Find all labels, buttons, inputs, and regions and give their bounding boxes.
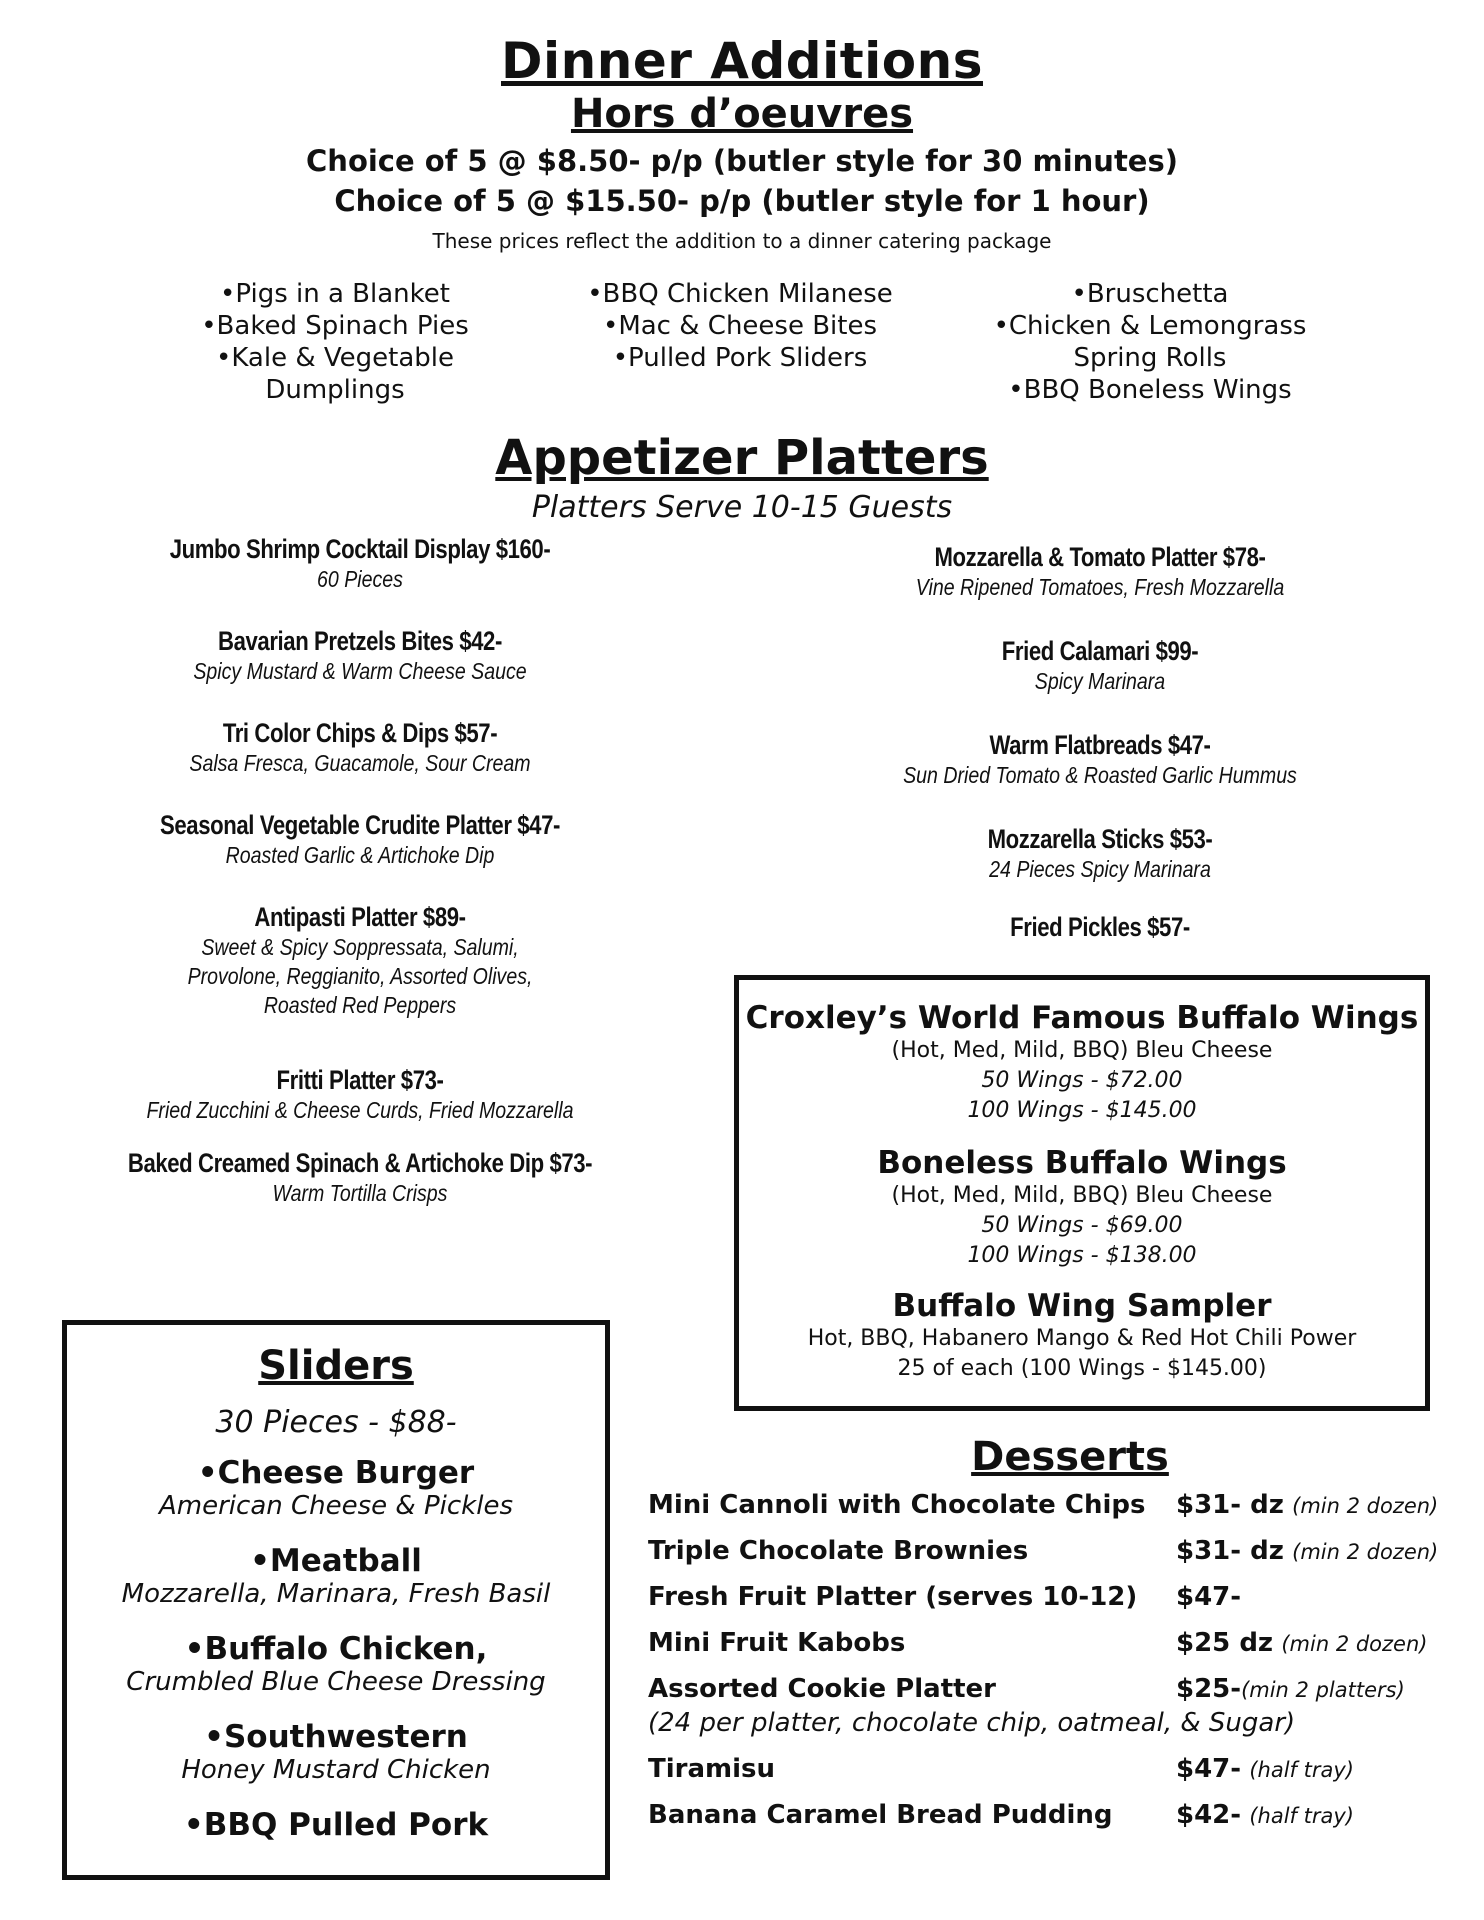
hors-item: Dumplings (265, 375, 405, 405)
slider-item (67, 1631, 605, 1697)
hors-item: •Pigs in a Blanket (220, 279, 450, 309)
hors-item: •BBQ Chicken Milanese (587, 279, 893, 309)
hors-item: •Bruschetta (1071, 279, 1229, 309)
appetizer-item (800, 824, 1400, 884)
appetizer-item (60, 626, 660, 686)
desserts-heading: Desserts (971, 1434, 1169, 1480)
appetizer-desc: Salsa Fresca, Guacamole, Sour Cream (189, 750, 531, 776)
appetizer-desc: Roasted Red Peppers (263, 992, 457, 1018)
dessert-note: (min 2 dozen) (1292, 1540, 1439, 1564)
appetizer-name: Fried Calamari $99- (1001, 636, 1199, 666)
appetizer-item (800, 636, 1400, 696)
wings-desc: Hot, BBQ, Habanero Mango & Red Hot Chili Power (807, 1326, 1357, 1351)
dessert-price: $42- (1176, 1800, 1242, 1830)
slider-item (67, 1719, 605, 1785)
wings-price: 50 Wings - $72.00 (981, 1068, 1183, 1093)
appetizer-item (60, 1065, 660, 1125)
dessert-note: (half tray) (1249, 1804, 1354, 1828)
hors-item: •Mac & Cheese Bites (602, 311, 878, 341)
appetizer-desc: Provolone, Reggianito, Assorted Olives, (187, 963, 533, 989)
appetizer-item (60, 810, 660, 870)
wings-desc: 25 of each (100 Wings - $145.00) (897, 1356, 1267, 1381)
wings-section (739, 1000, 1425, 1126)
appetizer-desc: Roasted Garlic & Artichoke Dip (225, 842, 495, 868)
appetizer-desc: Fried Zucchini & Cheese Curds, Fried Mozzarella (146, 1097, 574, 1123)
appetizer-item (800, 912, 1400, 943)
hors-column-3 (960, 278, 1340, 406)
wings-box (734, 975, 1430, 1411)
sliders-box (62, 1320, 610, 1880)
appetizer-desc: 24 Pieces Spicy Marinara (989, 856, 1211, 882)
hors-item: •Pulled Pork Sliders (612, 343, 868, 373)
appetizer-platters-heading: Appetizer Platters (495, 430, 989, 486)
dessert-price: $47- (1176, 1754, 1242, 1784)
slider-name: •Buffalo Chicken, (184, 1631, 488, 1667)
dessert-note: (min 2 dozen) (1292, 1494, 1439, 1518)
hors-item: •Baked Spinach Pies (201, 311, 469, 341)
sliders-subtitle: 30 Pieces - $88- (215, 1405, 457, 1440)
appetizer-desc: Warm Tortilla Crisps (272, 1180, 448, 1206)
dessert-name: Banana Caramel Bread Pudding (648, 1800, 1113, 1830)
dessert-sub: (24 per platter, chocolate chip, oatmeal, & Sugar) (648, 1708, 1296, 1738)
wings-price: 100 Wings - $138.00 (967, 1243, 1197, 1268)
dessert-name: Mini Fruit Kabobs (648, 1628, 906, 1658)
appetizer-name: Baked Creamed Spinach & Artichoke Dip $73- (127, 1148, 593, 1178)
wings-name: Croxley’s World Famous Buffalo Wings (745, 1000, 1419, 1036)
appetizer-name: Mozzarella & Tomato Platter $78- (934, 542, 1266, 572)
hors-item: •Chicken & Lemongrass (993, 311, 1307, 341)
appetizer-item (800, 542, 1400, 602)
appetizer-desc: 60 Pieces (317, 566, 403, 592)
appetizer-name: Seasonal Vegetable Crudite Platter $47- (160, 810, 560, 840)
dessert-price: $25- (1176, 1674, 1242, 1704)
appetizer-name: Mozzarella Sticks $53- (987, 824, 1213, 854)
dessert-price: $31- dz (1176, 1490, 1284, 1520)
hors-pricing-30min: Choice of 5 @ $8.50- p/p (butler style for 30 minutes) (306, 144, 1178, 178)
appetizer-name: Warm Flatbreads $47- (989, 730, 1211, 760)
dessert-note: (half tray) (1249, 1758, 1354, 1782)
appetizer-name: Fritti Platter $73- (276, 1065, 444, 1095)
dessert-note: (min 2 dozen) (1281, 1632, 1428, 1656)
page-title: Dinner Additions (501, 32, 983, 90)
appetizer-item (60, 534, 660, 594)
wings-section (739, 1145, 1425, 1271)
slider-desc: Mozzarella, Marinara, Fresh Basil (121, 1579, 551, 1609)
slider-desc: American Cheese & Pickles (159, 1491, 513, 1521)
slider-item (67, 1807, 605, 1843)
slider-item (67, 1543, 605, 1609)
slider-item (67, 1455, 605, 1521)
hors-column-2 (540, 278, 940, 374)
appetizer-platters-subtitle: Platters Serve 10-15 Guests (531, 490, 953, 525)
appetizer-item (60, 902, 660, 1020)
appetizer-desc: Sweet & Spicy Soppressata, Salumi, (201, 934, 519, 960)
hors-column-1 (170, 278, 500, 406)
appetizer-name: Bavarian Pretzels Bites $42- (218, 626, 502, 656)
appetizer-desc: Sun Dried Tomato & Roasted Garlic Hummus (903, 762, 1297, 788)
dessert-price: $31- dz (1176, 1536, 1284, 1566)
hors-item: •BBQ Boneless Wings (1008, 375, 1292, 405)
wings-name: Buffalo Wing Sampler (892, 1288, 1272, 1324)
wings-desc: (Hot, Med, Mild, BBQ) Bleu Cheese (891, 1038, 1273, 1063)
appetizer-name: Tri Color Chips & Dips $57- (222, 718, 498, 748)
appetizer-item (30, 1148, 690, 1208)
hors-item: Spring Rolls (1073, 343, 1227, 373)
wings-name: Boneless Buffalo Wings (877, 1145, 1287, 1181)
wings-price: 100 Wings - $145.00 (967, 1098, 1197, 1123)
slider-name: •BBQ Pulled Pork (183, 1807, 489, 1843)
appetizer-name: Fried Pickles $57- (1010, 912, 1190, 942)
appetizer-item (800, 730, 1400, 790)
dessert-price: $47- (1176, 1582, 1242, 1612)
hors-doeuvres-heading: Hors d’oeuvres (570, 91, 914, 137)
wings-section (739, 1288, 1425, 1384)
slider-desc: Crumbled Blue Cheese Dressing (126, 1667, 546, 1697)
dessert-name: Mini Cannoli with Chocolate Chips (648, 1490, 1146, 1520)
sliders-heading: Sliders (258, 1343, 414, 1389)
hors-pricing-1hour: Choice of 5 @ $15.50- p/p (butler style for 1 hour) (334, 184, 1150, 218)
hors-item: •Kale & Vegetable (216, 343, 454, 373)
wings-price: 50 Wings - $69.00 (981, 1213, 1183, 1238)
pricing-note: These prices reflect the addition to a dinner catering package (432, 229, 1052, 253)
appetizer-item (60, 718, 660, 778)
dessert-note: (min 2 platters) (1241, 1678, 1405, 1702)
slider-name: •Meatball (250, 1543, 422, 1579)
appetizer-desc: Spicy Marinara (1034, 668, 1166, 694)
wings-desc: (Hot, Med, Mild, BBQ) Bleu Cheese (891, 1183, 1273, 1208)
dessert-name: Triple Chocolate Brownies (648, 1536, 1029, 1566)
appetizer-desc: Vine Ripened Tomatoes, Fresh Mozzarella (915, 574, 1285, 600)
slider-name: •Cheese Burger (197, 1455, 475, 1491)
dessert-name: Assorted Cookie Platter (648, 1674, 997, 1704)
appetizer-name: Jumbo Shrimp Cocktail Display $160- (169, 534, 551, 564)
dessert-name: Fresh Fruit Platter (serves 10-12) (648, 1582, 1138, 1612)
slider-name: •Southwestern (204, 1719, 468, 1755)
slider-desc: Honey Mustard Chicken (181, 1755, 491, 1785)
appetizer-name: Antipasti Platter $89- (254, 902, 466, 932)
appetizer-desc: Spicy Mustard & Warm Cheese Sauce (193, 658, 527, 684)
dessert-price: $25 dz (1176, 1628, 1274, 1658)
dessert-name: Tiramisu (648, 1754, 776, 1784)
